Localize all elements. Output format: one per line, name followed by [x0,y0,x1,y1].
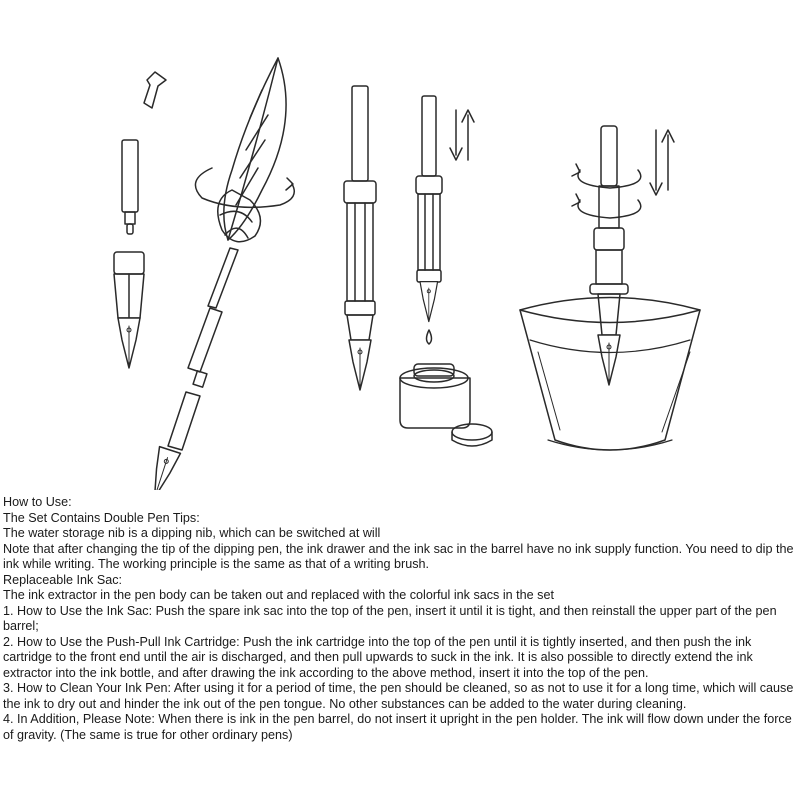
arrow-icon [450,110,462,160]
rotate-arrow-icon [195,168,294,207]
ink-sac-insert-icon [114,72,166,368]
replaceable-heading: Replaceable Ink Sac: [3,572,123,587]
arrow-icon [650,130,662,195]
arrow-icon [662,130,674,190]
step-push-pull: 2. How to Use the Push-Pull Ink Cartridge: Push the ink cartridge into the top of the pen until it is tightly inserted, and then push the ink cartridge to the front end until the air is discharged, and then pull upwards to suck in the ink. It is also possible to directly extend the ink extractor into the ink bottle, and after drawing the ink according to the above method, insert it into the top of the pen. [3,634,753,680]
feather-pen-icon [144,58,294,490]
arrow-icon [144,72,166,108]
cleaning-cup-icon [520,126,700,450]
set-description: The water storage nib is a dipping nib, which can be switched at will [3,526,381,540]
push-pull-cartridge-icon [344,86,474,390]
instructions-text [3,495,795,743]
step-ink-sac: 1. How to Use the Ink Sac: Push the spare ink sac into the top of the pen, insert it until it is tight, and then reinstall the upper part of the pen barrel; [3,603,777,633]
ink-bottle-icon [400,364,492,446]
arrow-icon [462,110,474,160]
set-heading: The Set Contains Double Pen Tips: [3,510,200,525]
step-note: 4. In Addition, Please Note: When there is ink in the pen barrel, do not insert it upright in the pen holder. The ink will flow down under the force of gravity. (The same is true for other ordinary pens) [3,712,792,742]
how-to-use-heading: How to Use: [3,495,72,509]
step-clean: 3. How to Clean Your Ink Pen: After using it for a period of time, the pen should be cleaned, so as not to use it for a long time, which will cause the ink to dry out and hinder the ink out of the pen tongue. No other substances can be added to the water during cleaning. [3,681,794,711]
rotate-arrow-icon [578,200,641,218]
dipping-note: Note that after changing the tip of the dipping pen, the ink drawer and the ink sac in the barrel have no ink supply function. You need to dip the ink while writing. The working principle is the same as that of a writing brush. [3,541,794,571]
replaceable-description: The ink extractor in the pen body can be taken out and replaced with the colorful ink sacs in the set [3,588,554,602]
